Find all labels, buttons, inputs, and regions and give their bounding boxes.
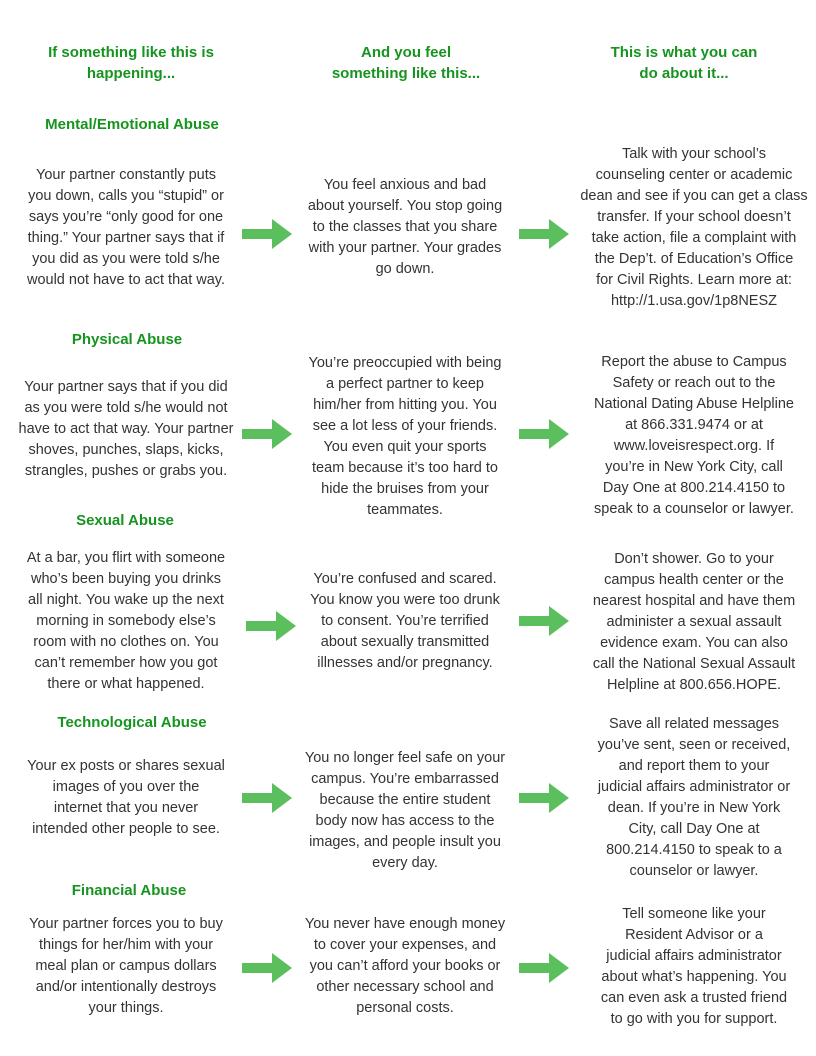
text-line: judicial affairs administrator or bbox=[597, 779, 791, 795]
text-line: says you’re “only good for one bbox=[28, 209, 224, 225]
arrow-right-icon bbox=[519, 605, 569, 637]
category-technological: Technological Abuse bbox=[57, 714, 207, 731]
text-line: for Civil Rights. Learn more at: bbox=[596, 272, 792, 288]
text-line: internet that you never bbox=[53, 800, 199, 816]
text-line: a perfect partner to keep bbox=[326, 376, 484, 392]
text-line: you can’t afford your books or bbox=[309, 958, 501, 974]
text-line: things for her/him with your bbox=[38, 937, 214, 953]
header-action-line: This is what you can bbox=[610, 44, 758, 61]
text-line: Tell someone like your bbox=[622, 906, 766, 922]
arrow-right-icon bbox=[246, 610, 296, 642]
text-line: about what’s happening. You bbox=[601, 969, 787, 985]
header-situation-line: If something like this is bbox=[48, 44, 214, 61]
text-line: nearest hospital and have them bbox=[592, 593, 796, 609]
text-line: about sexually transmitted bbox=[320, 634, 490, 650]
text-line: to the classes that you share bbox=[312, 219, 498, 235]
action-text bbox=[576, 352, 812, 520]
text-line: the Dep’t. of Education’s Office bbox=[594, 251, 794, 267]
text-line: thing.” Your partner says that if bbox=[27, 230, 225, 246]
text-line: You’re preoccupied with being bbox=[308, 355, 502, 371]
text-line: you down, calls you “stupid” or bbox=[28, 188, 224, 204]
action-text bbox=[576, 904, 812, 1030]
category-sexual: Sexual Abuse bbox=[76, 512, 174, 529]
text-line: You’re confused and scared. bbox=[313, 571, 497, 587]
text-line: counselor or lawyer. bbox=[629, 863, 759, 879]
text-line: Your partner forces you to buy bbox=[29, 916, 223, 932]
text-line: administer a sexual assault bbox=[606, 614, 782, 630]
text-line: every day. bbox=[372, 855, 438, 871]
text-line: and/or intentionally destroys bbox=[35, 979, 217, 995]
category-physical: Physical Abuse bbox=[71, 331, 183, 348]
text-line: Your partner says that if you did bbox=[24, 379, 228, 395]
text-line: illnesses and/or pregnancy. bbox=[317, 655, 493, 671]
feeling-text bbox=[296, 914, 514, 1019]
header-feeling-line: something like this... bbox=[331, 65, 481, 82]
text-line: all night. You wake up the next bbox=[28, 592, 224, 608]
text-line: Don’t shower. Go to your bbox=[614, 551, 774, 567]
text-line: evidence exam. You can also bbox=[600, 635, 788, 651]
text-line: campus. You’re embarrassed bbox=[311, 771, 499, 787]
text-line: you did as you were told s/he bbox=[32, 251, 220, 267]
text-line: you’re in New York City, call bbox=[605, 459, 783, 475]
text-line: because the entire student bbox=[319, 792, 491, 808]
text-line: see a lot less of your friends. bbox=[312, 418, 498, 434]
text-line: National Dating Abuse Helpline bbox=[594, 396, 794, 412]
text-line: have to act that way. Your partner bbox=[18, 421, 234, 437]
text-line: to consent. You’re terrified bbox=[321, 613, 489, 629]
text-line: meal plan or campus dollars bbox=[35, 958, 217, 974]
text-line: Report the abuse to Campus bbox=[601, 354, 787, 370]
arrow-right-icon bbox=[519, 418, 569, 450]
arrow-right-icon bbox=[519, 218, 569, 250]
text-line: call the National Sexual Assault bbox=[592, 656, 796, 672]
feeling-text bbox=[296, 175, 514, 280]
text-line: Save all related messages bbox=[608, 716, 780, 732]
text-line: as you were told s/he would not bbox=[24, 400, 228, 416]
text-line: City, call Day One at bbox=[628, 821, 760, 837]
category-mental-emotional: Mental/Emotional Abuse bbox=[45, 116, 219, 133]
text-line: teammates. bbox=[367, 502, 443, 518]
text-line: images, and people insult you bbox=[309, 834, 501, 850]
text-line: Your ex posts or shares sexual bbox=[27, 758, 225, 774]
text-line: images of you over the bbox=[52, 779, 200, 795]
text-line: to cover your expenses, and bbox=[313, 937, 497, 953]
text-line: go down. bbox=[375, 261, 435, 277]
text-line: Day One at 800.214.4150 to bbox=[602, 480, 786, 496]
text-line: campus health center or the bbox=[604, 572, 784, 588]
situation-text bbox=[8, 377, 244, 482]
text-line: 800.214.4150 to speak to a bbox=[606, 842, 782, 858]
text-line: hide the bruises from your bbox=[321, 481, 489, 497]
text-line: You no longer feel safe on your bbox=[304, 750, 506, 766]
text-line: counseling center or academic bbox=[595, 167, 793, 183]
text-line: intended other people to see. bbox=[32, 821, 220, 837]
header-feeling-line: And you feel bbox=[360, 44, 451, 61]
text-line: and report them to your bbox=[618, 758, 770, 774]
text-line: about yourself. You stop going bbox=[307, 198, 503, 214]
text-line: www.loveisrespect.org. If bbox=[613, 438, 775, 454]
text-line: other necessary school and bbox=[316, 979, 494, 995]
text-line: who’s been buying you drinks bbox=[31, 571, 221, 587]
text-line: You never have enough money bbox=[304, 916, 506, 932]
text-line: Helpline at 800.656.HOPE. bbox=[606, 677, 782, 693]
text-line: you’ve sent, seen or received, bbox=[597, 737, 791, 753]
situation-text bbox=[8, 165, 244, 291]
feeling-text bbox=[296, 748, 514, 874]
situation-text bbox=[8, 914, 244, 1019]
text-line: Talk with your school’s bbox=[622, 146, 766, 162]
arrow-right-icon bbox=[519, 952, 569, 984]
arrow-right-icon bbox=[242, 782, 292, 814]
header-situation bbox=[16, 42, 246, 84]
category-financial: Financial Abuse bbox=[71, 882, 187, 899]
text-line: him/her from hitting you. You bbox=[313, 397, 497, 413]
arrow-right-icon bbox=[519, 782, 569, 814]
arrow-right-icon bbox=[242, 418, 292, 450]
situation-text bbox=[8, 548, 244, 695]
text-line: Resident Advisor or a bbox=[625, 927, 763, 943]
text-line: At a bar, you flirt with someone bbox=[26, 550, 226, 566]
header-feeling bbox=[291, 42, 521, 84]
arrow-right-icon bbox=[242, 952, 292, 984]
text-line: body now has access to the bbox=[315, 813, 495, 829]
action-text bbox=[576, 549, 812, 696]
text-line: You even quit your sports bbox=[323, 439, 487, 455]
text-line: speak to a counselor or lawyer. bbox=[594, 501, 794, 517]
text-line: dean. If you’re in New York bbox=[607, 800, 781, 816]
text-line: at 866.331.9474 or at bbox=[625, 417, 763, 433]
text-line: to go with you for support. bbox=[610, 1011, 778, 1027]
header-action bbox=[569, 42, 799, 84]
text-line: can’t remember how you got bbox=[34, 655, 218, 671]
text-line: can even ask a trusted friend bbox=[600, 990, 788, 1006]
text-line: Your partner constantly puts bbox=[35, 167, 217, 183]
text-line: room with no clothes on. You bbox=[33, 634, 219, 650]
text-line: morning in somebody else’s bbox=[36, 613, 216, 629]
feeling-text bbox=[296, 353, 514, 521]
text-line: Safety or reach out to the bbox=[612, 375, 776, 391]
text-line: You feel anxious and bad bbox=[323, 177, 487, 193]
text-line: dean and see if you can get a class bbox=[580, 188, 808, 204]
arrow-right-icon bbox=[242, 218, 292, 250]
text-line: shoves, punches, slaps, kicks, bbox=[28, 442, 224, 458]
text-line: transfer. If your school doesn’t bbox=[597, 209, 791, 225]
text-line: judicial affairs administrator bbox=[606, 948, 782, 964]
situation-text bbox=[8, 756, 244, 840]
text-line: take action, file a complaint with bbox=[591, 230, 797, 246]
text-line: there or what happened. bbox=[47, 676, 205, 692]
text-line: You know you were too drunk bbox=[310, 592, 500, 608]
action-text bbox=[576, 714, 812, 882]
text-line: strangles, pushes or grabs you. bbox=[24, 463, 228, 479]
text-line: team because it’s too hard to bbox=[312, 460, 498, 476]
header-situation-line: happening... bbox=[86, 65, 176, 82]
text-line: your things. bbox=[88, 1000, 164, 1016]
action-text bbox=[576, 144, 812, 312]
text-line: http://1.usa.gov/1p8NESZ bbox=[610, 293, 778, 309]
text-line: personal costs. bbox=[356, 1000, 454, 1016]
feeling-text bbox=[296, 569, 514, 674]
header-action-line: do about it... bbox=[639, 65, 729, 82]
text-line: with your partner. Your grades bbox=[308, 240, 502, 256]
text-line: would not have to act that way. bbox=[26, 272, 225, 288]
